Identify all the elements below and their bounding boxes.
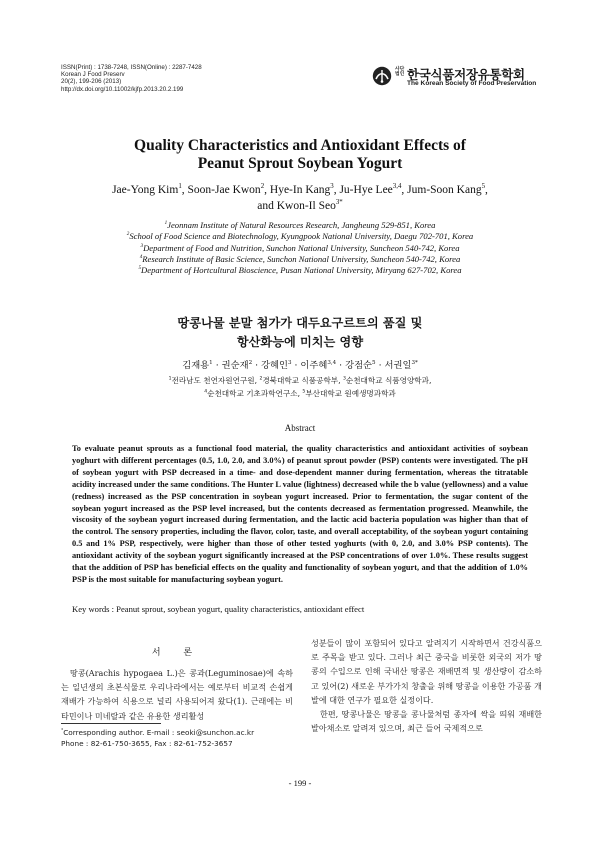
affiliation-mark: 1: [164, 220, 168, 227]
masthead-line: 20(2), 199-206 (2013): [61, 78, 122, 86]
abstract-body: To evaluate peanut sprouts as a functional food material, the quality characteristics and antioxidant activities of soybean yoghurt with different percentages (0.5, 1.0, 2.0, and 3.0%) of peanut sprout powder (PSP) contents were investigated. The pH of soybean yogurt with PSP decreased in a time- and dose-dependent manner during fermentation, whereas the titratable acidity increased under the same conditions. The Hunter L value (lightness) decreased while the b value (yellowness) and a value (redness) increased as the PSP concentration in soybean yogurt increased. Prior to fermentation, the sugar content of the soybean yogurt increased as the PSP level increased, but the contents decreased as fermentation progressed. Meanwhile, the viscosity of the soybean yogurt increased during fermentation, and the lactic acid bacteria population was higher than that of the control. The sensory properties, including the flavor, color, taste, and overall acceptability, of the soybean yogurt containing 0.5 and 1% PSP, respectively, were higher than those of other tested yoghurts (with 0, 2.0, and 3.0% PSP contents). The antioxidant activity of the soybean yogurt significantly increased at the PSP concentrations of over 1.0%. These results suggest that the addition of PSP has beneficial effects on the quality and functionality of soybean yogurt, and that the addition of 1.0% PSP is the most suitable for manufacturing soybean yogurt.: [72, 444, 528, 584]
keywords-separator: :: [109, 604, 117, 614]
affiliation-text: 전라남도 천연자원연구원,: [171, 376, 260, 385]
title-line: 땅콩나물 분말 첨가가 대두요구르트의 품질 및: [177, 316, 423, 330]
affiliation-mark: 5: [138, 265, 142, 272]
title-line: Quality Characteristics and Antioxidant Effects of: [134, 137, 466, 154]
affiliation-mark: 3: [342, 376, 346, 382]
masthead-line: Korean J Food Preserv: [61, 71, 125, 79]
author-name: and Kwon-Il Seo: [257, 199, 336, 212]
author-separator: ·: [212, 360, 222, 371]
affiliation-mark: 3: [287, 359, 292, 366]
affiliations-en: [60, 220, 540, 276]
body-column-right: [311, 636, 542, 735]
body-paragraph: 한편, 땅콩나물은 땅콩을 콩나물처럼 종자에 싹을 띄워 재배한 발아채소로 알려져 있으며, 최근 들어 국제적으로: [311, 709, 542, 734]
author-separator: ,: [485, 184, 488, 196]
keywords-text: Peanut sprout, soybean yogurt, quality characteristics, antioxidant effect: [116, 604, 365, 614]
affiliation-mark: 1: [209, 359, 213, 366]
author-separator: ,: [264, 184, 270, 196]
society-name-ko: 한국식품저장유통학회: [407, 67, 525, 82]
affiliation-line: [60, 243, 540, 254]
affiliation-mark: 3: [330, 183, 334, 191]
affiliation-mark: 3,4: [392, 183, 402, 191]
footnote-phone-line: Phone : 82-61-750-3655, Fax : 82-61-752-3657: [61, 739, 233, 748]
society-emblem-icon: [372, 66, 392, 86]
affiliation-mark: 2: [259, 376, 263, 382]
affiliation-text: Research Institute of Basic Science, Sunchon National University, Suncheon 540-742, Korea: [142, 253, 461, 264]
affiliation-text: 경북대학교 식품공학부,: [262, 376, 343, 385]
affiliation-mark: 3: [140, 242, 144, 249]
affiliation-line: [80, 375, 520, 388]
author-list-ko: [0, 360, 600, 372]
author-separator: ·: [291, 360, 301, 371]
affiliation-line: [60, 231, 540, 242]
affiliation-mark: 5: [481, 183, 486, 191]
affiliation-text: School of Food Science and Biotechnology, Kyungpook National University, Daegu 702-701, Korea: [129, 231, 474, 242]
section-heading-introduction: 서 론: [151, 648, 203, 658]
abstract-heading: Abstract: [284, 423, 316, 433]
footnote-email-line: Corresponding author. E-mail : seoki@sunchon.ac.kr: [63, 728, 255, 737]
affiliation-mark: 3*: [335, 198, 343, 206]
footnote-rule: [61, 723, 161, 724]
body-column-left: [61, 666, 293, 723]
footnote-mark: *: [61, 728, 64, 734]
corresponding-author-footnote: [61, 727, 301, 749]
affiliation-mark: 1: [178, 183, 182, 191]
author-name: Soon-Jae Kwon: [187, 184, 261, 196]
affiliation-mark: 1: [168, 376, 172, 382]
affiliation-mark: 5: [302, 388, 306, 394]
affiliation-text: 순천대학교 기초과학연구소,: [207, 388, 303, 398]
paper-title-en: [0, 137, 600, 172]
body-paragraph: 성분들이 많이 포함되어 있다고 알려지기 시작하면서 건강식품으로 주목을 받고 있다. 그러나 최근 중국을 비롯한 외국의 저가 땅콩의 수입으로 인해 국내산 땅콩은 재배면적 및 생산량이 감소하고 있어(2) 새로운 부가가치 창출을 위해 땅콩을 이용한 가공품 개발에 대한 연구가 필요한 실정이다.: [311, 638, 542, 705]
author-name: 이주혜: [300, 360, 328, 371]
affiliation-line: [80, 388, 520, 401]
author-name: 강혜인: [261, 360, 288, 371]
affiliation-mark: 5: [372, 359, 376, 366]
affiliations-ko: [80, 375, 520, 400]
masthead-line: ISSN(Print) : 1738-7248, ISSN(Online) : 2287-7428: [61, 64, 202, 71]
author-separator: ·: [375, 360, 385, 371]
society-name-en: The Korean Society of Food Preservation: [407, 80, 537, 87]
affiliation-line: [60, 265, 540, 276]
title-line: 항산화능에 미치는 영향: [236, 335, 364, 349]
society-logo: [372, 65, 562, 91]
affiliation-mark: 3*: [411, 359, 418, 366]
journal-masthead: [61, 64, 202, 93]
author-list-en: [70, 183, 530, 214]
affiliation-mark: 4: [139, 254, 143, 261]
keywords-label: Key words: [72, 604, 110, 614]
author-separator: ,: [401, 184, 408, 196]
author-separator: ·: [336, 360, 346, 371]
society-tag: 사단 법인: [395, 67, 405, 78]
author-separator: ,: [181, 184, 188, 196]
author-separator: ·: [252, 360, 261, 371]
author-name: 김재용: [182, 360, 210, 371]
affiliation-text: Department of Food and Nutrition, Sunchon National University, Suncheon 540-742, Korea: [143, 242, 460, 253]
keywords: [72, 604, 532, 615]
affiliation-mark: 2: [248, 359, 253, 366]
doi-link[interactable]: http://dx.doi.org/10.11002/kjfp.2013.20.2.199: [61, 85, 184, 93]
affiliation-line: [60, 220, 540, 231]
affiliation-line: [60, 254, 540, 265]
affiliation-text: 순천대학교 식품영양학과,: [345, 376, 432, 385]
affiliation-text: Department of Hortcultural Bioscience, Pusan National University, Miryang 627-702, Korea: [141, 265, 462, 276]
page-number: - 199 -: [288, 778, 312, 788]
author-separator: ,: [333, 184, 340, 196]
body-paragraph: 땅콩(Arachis hypogaea L.)은 콩과(Leguminosae)에 속하는 일년생의 초본식물로 우리나라에서는 예로부터 비교적 손쉽게 재배가 가능하여 식용으로 널리 사용되어져 왔다(1). 근래에는 비타민이나 미네랄과 같은 유용한 생리활성: [61, 668, 293, 721]
author-name: Ju-Hye Lee: [339, 184, 393, 196]
author-name: Jae-Yong Kim: [112, 184, 179, 196]
paper-title-ko: [0, 314, 600, 352]
author-name: 강점순: [345, 360, 373, 371]
affiliation-mark: 2: [260, 183, 265, 191]
author-name: 권순재: [221, 360, 249, 371]
affiliation-text: 부산대학교 원예생명과학과: [305, 388, 396, 398]
title-line: Peanut Sprout Soybean Yogurt: [197, 154, 403, 172]
affiliation-mark: 3,4: [327, 359, 337, 366]
author-name: Jum-Soon Kang: [407, 184, 482, 196]
author-name: 서권일: [384, 360, 412, 371]
author-name: Hye-In Kang: [269, 184, 331, 196]
affiliation-mark: 4: [204, 388, 208, 394]
affiliation-mark: 2: [126, 231, 130, 238]
affiliation-text: Jeonnam Institute of Natural Resources Research, Jangheung 529-851, Korea: [167, 220, 436, 230]
